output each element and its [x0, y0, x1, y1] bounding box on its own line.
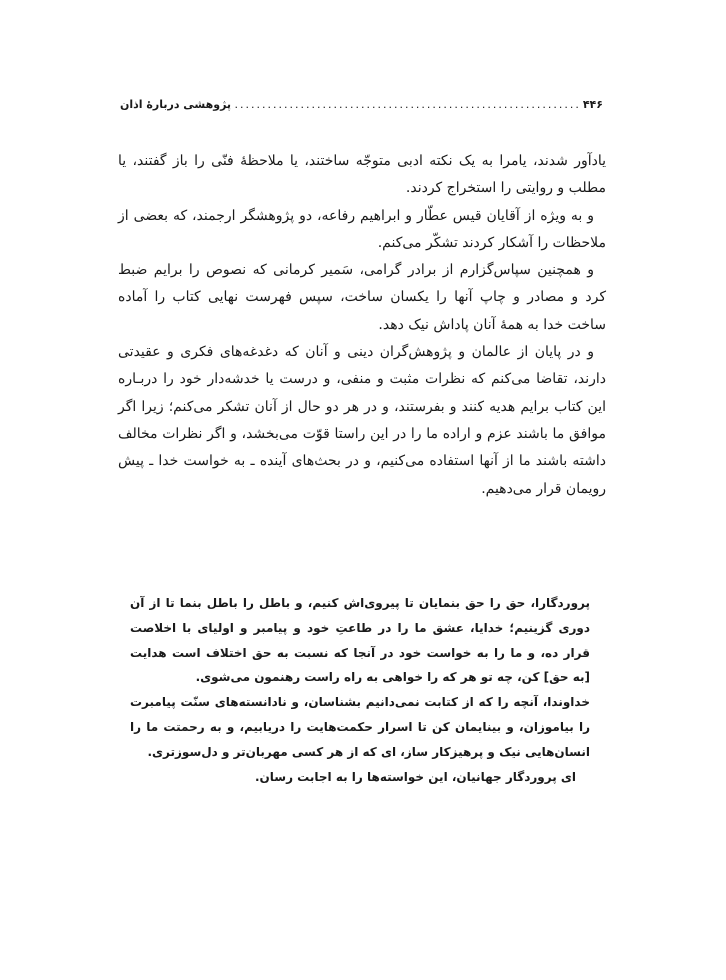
page-number: ۴۴۶	[582, 98, 603, 111]
body-text	[118, 148, 606, 503]
body-paragraph: و به ویژه از آقایان قیس عطّار و ابراهیم رفاعه، دو پژوهشگر ارجمند، که بعضی از ملاحظات را آشکار کردند تشکّر می‌کنم.	[118, 207, 606, 251]
prayer-paragraph: پروردگارا، حق را حق بنمایان تا پیروی‌اش کنیم، و باطل را باطل بنما تا از آن دوری گزینیم؛ خدایا، عشق ما را در طاعتِ خود و پیامبر و اولیای با اخلاصت قرار ده، و ما را به خواست خود در آنجا که نسبت به حق اختلاف است هدایت [به حق] کن، چه تو هر که را خواهی به راه راست رهنمون می‌شوی.	[130, 596, 590, 685]
body-paragraph: و همچنین سپاس‌گزارم از برادر گرامی، سَمیر کرمانی که نصوص را برایم ضبط کرد و مصادر و چاپ آنها را یکسان ساخت، سپس فهرست نهایی کتاب را آماده ساخت خدا به همهٔ آنان پاداش نیک دهد.	[118, 262, 606, 333]
body-paragraph: یادآور شدند، یامرا به یک نکته ادبی متوجّه ساختند، یا ملاحظهٔ فنّی را باز گفتند، یا مطلب و روایتی را استخراج کردند.	[118, 153, 606, 197]
dot-leader	[233, 98, 581, 111]
running-title: پژوهشی دربارهٔ اذان	[120, 98, 232, 111]
page-header	[120, 98, 603, 120]
prayer-paragraph: خداوندا، آنچه را که از کتابت نمی‌دانیم بشناسان، و نادانسته‌های سنّت پیامبرت را بیاموزان، و بینایمان کن تا اسرار حکمت‌هایت را دریابیم، و به رحمتت ما را انسان‌هایی نیک و پرهیزکار ساز، ای که از هر کسی مهربان‌تر و دل‌سوزتری.	[130, 695, 590, 759]
body-paragraph: و در پایان از عالمان و پژوهش‌گران دینی و آنان که دغدغه‌های فکری و عقیدتی دارند، تقاضا می‌کنم که نظرات مثبت و منفی، و درست یا خدشه‌دار خود را دربـاره این کتاب برایم هدیه کنند و بفرستند، و در هر دو حال از آنان تشکر می‌کنم؛ زیرا اگر موافق ما باشند عزم و اراده ما را در این راستا قوّت می‌بخشد، و اگر نظرات مخالف داشته باشند ما از آنها استفاده می‌کنیم، و در بحث‌های آینده ـ به خواست خدا ـ پیش رویمان قرار می‌دهیم.	[118, 344, 606, 497]
prayer-paragraph: ای پروردگار جهانیان، این خواسته‌ها را به اجابت رسان.	[254, 769, 576, 784]
closing-prayer	[130, 591, 590, 789]
